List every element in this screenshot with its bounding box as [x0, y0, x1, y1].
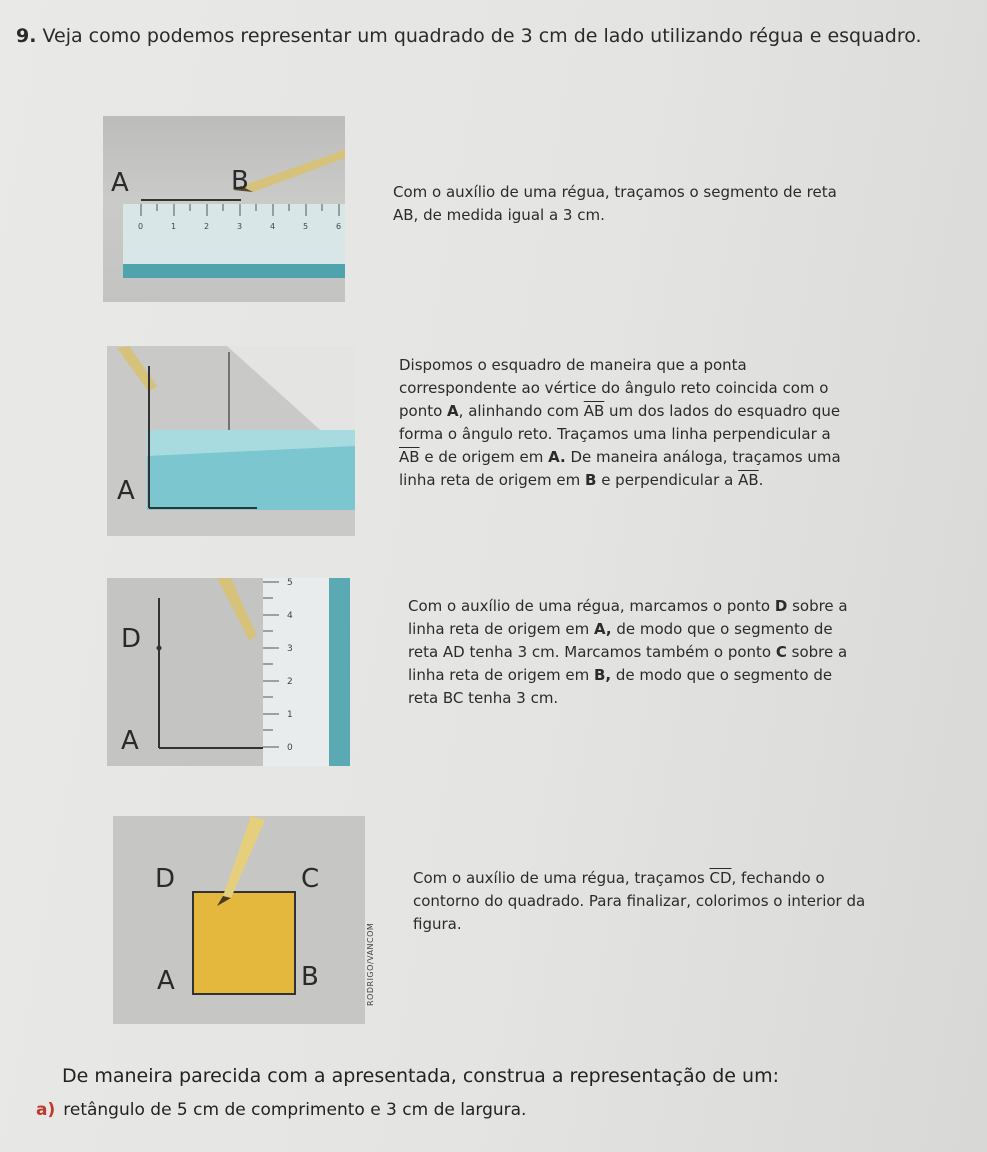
point-d-label: D: [121, 624, 142, 654]
image-credit: RODRIGO/VANCOM: [366, 922, 375, 1006]
caption-point: A.: [548, 448, 566, 466]
caption-point: A,: [593, 620, 612, 638]
colored-square: [193, 892, 295, 994]
step2-photo: [107, 346, 355, 536]
step4-photo: [113, 816, 365, 1024]
exercise-number: 9.: [16, 25, 37, 47]
caption-text: .: [758, 471, 764, 489]
pencil-body: [223, 816, 265, 898]
point-a-label: A: [117, 476, 135, 506]
point-c-label: C: [301, 864, 320, 894]
step3-caption: [408, 595, 863, 710]
ruler-tick-3: 3: [287, 644, 293, 654]
question-text: De maneira parecida com a apresentada, construa a representação de um:: [62, 1065, 779, 1087]
ruler-tick-4: 4: [270, 222, 276, 231]
caption-point: D: [774, 597, 788, 615]
exercise-text: Veja como podemos representar um quadrado de 3 cm de lado utilizando régua e esquadro.: [42, 25, 922, 47]
step3-photo: [107, 578, 350, 766]
ruler-tick-1: 1: [287, 710, 293, 720]
exercise-statement: [16, 22, 966, 50]
ruler-edge: [123, 264, 345, 278]
ruler: [123, 204, 345, 266]
point-a-label: A: [121, 726, 139, 756]
pencil-body: [117, 346, 157, 392]
caption-point: A: [447, 402, 459, 420]
caption-point: C: [775, 643, 787, 661]
ruler-tick-2: 2: [287, 677, 293, 687]
segment-notation: $\overline{AB}$: [738, 471, 759, 489]
point-a-label: A: [157, 966, 175, 996]
point-a-label: A: [111, 168, 129, 198]
ruler-tick-0: 0: [138, 222, 144, 231]
caption-text: Com o auxílio de uma régua, marcamos o ponto: [408, 597, 775, 615]
step1-illustration: [103, 116, 345, 302]
step1-caption: Com o auxílio de uma régua, traçamos o segmento de reta AB, de medida igual a 3 cm.: [393, 183, 837, 224]
segment-notation: $\overline{AB}$: [399, 448, 420, 466]
step4-illustration: [113, 816, 365, 1024]
caption-text: , fechando o contorno do quadrado. Para finalizar, colorimos o interior da figura.: [413, 869, 866, 933]
point-b-label: B: [301, 962, 319, 992]
item-a-label: a): [36, 1100, 56, 1120]
caption-text: um dos lados do esquadro que forma o ângulo reto. Traçamos uma linha perpendicular a: [399, 402, 841, 443]
ruler-tick-2: 2: [204, 222, 210, 231]
segment-notation: $\overline{CD}$: [709, 869, 732, 887]
caption-text: Dispomos o esquadro de maneira que a ponta correspondente ao vértice do ângulo reto coincida com o ponto: [399, 356, 829, 420]
item-a: [36, 1100, 526, 1120]
ruler-tick-4: 4: [287, 611, 293, 621]
caption-text: de modo que o segmento de reta AD tenha 3 cm. Marcamos também o ponto: [408, 620, 833, 661]
caption-text: e de origem em: [419, 448, 549, 466]
caption-text: sobre a linha reta de origem em: [408, 643, 848, 684]
caption-point: B,: [593, 666, 612, 684]
step4-caption: [413, 867, 868, 936]
item-a-text: retângulo de 5 cm de comprimento e 3 cm de largura.: [63, 1100, 527, 1120]
step2-illustration: [107, 346, 355, 536]
ruler: [263, 578, 333, 766]
ruler-tick-1: 1: [171, 222, 177, 231]
caption-text: Com o auxílio de uma régua, traçamos: [413, 869, 710, 887]
caption-text: , alinhando com: [458, 402, 584, 420]
ruler-tick-3: 3: [237, 222, 243, 231]
step2-caption: [399, 354, 844, 492]
ruler-tick-5: 5: [303, 222, 309, 231]
point-d-label: D: [155, 864, 176, 894]
ruler-tick-0: 0: [287, 743, 293, 753]
set-square-top: [227, 346, 355, 436]
caption-text: e perpendicular a: [596, 471, 739, 489]
ruler-edge: [329, 578, 350, 766]
step1-photo: [103, 116, 345, 302]
step3-illustration: [107, 578, 350, 766]
ruler-tick-6: 6: [336, 222, 342, 231]
caption-point: B: [584, 471, 597, 489]
point-b-label: B: [231, 166, 249, 196]
pencil-body: [241, 149, 345, 192]
ruler-tick-5: 5: [287, 578, 293, 588]
segment-notation: $\overline{AB}$: [583, 402, 605, 420]
pencil-body: [217, 578, 257, 640]
point-d-mark: [157, 646, 162, 651]
caption-text: sobre a linha reta de origem em: [408, 597, 848, 638]
caption-text: De maneira análoga, traçamos uma linha reta de origem em: [399, 448, 841, 489]
caption-text: de modo que o segmento de reta BC tenha 3 cm.: [408, 666, 833, 707]
